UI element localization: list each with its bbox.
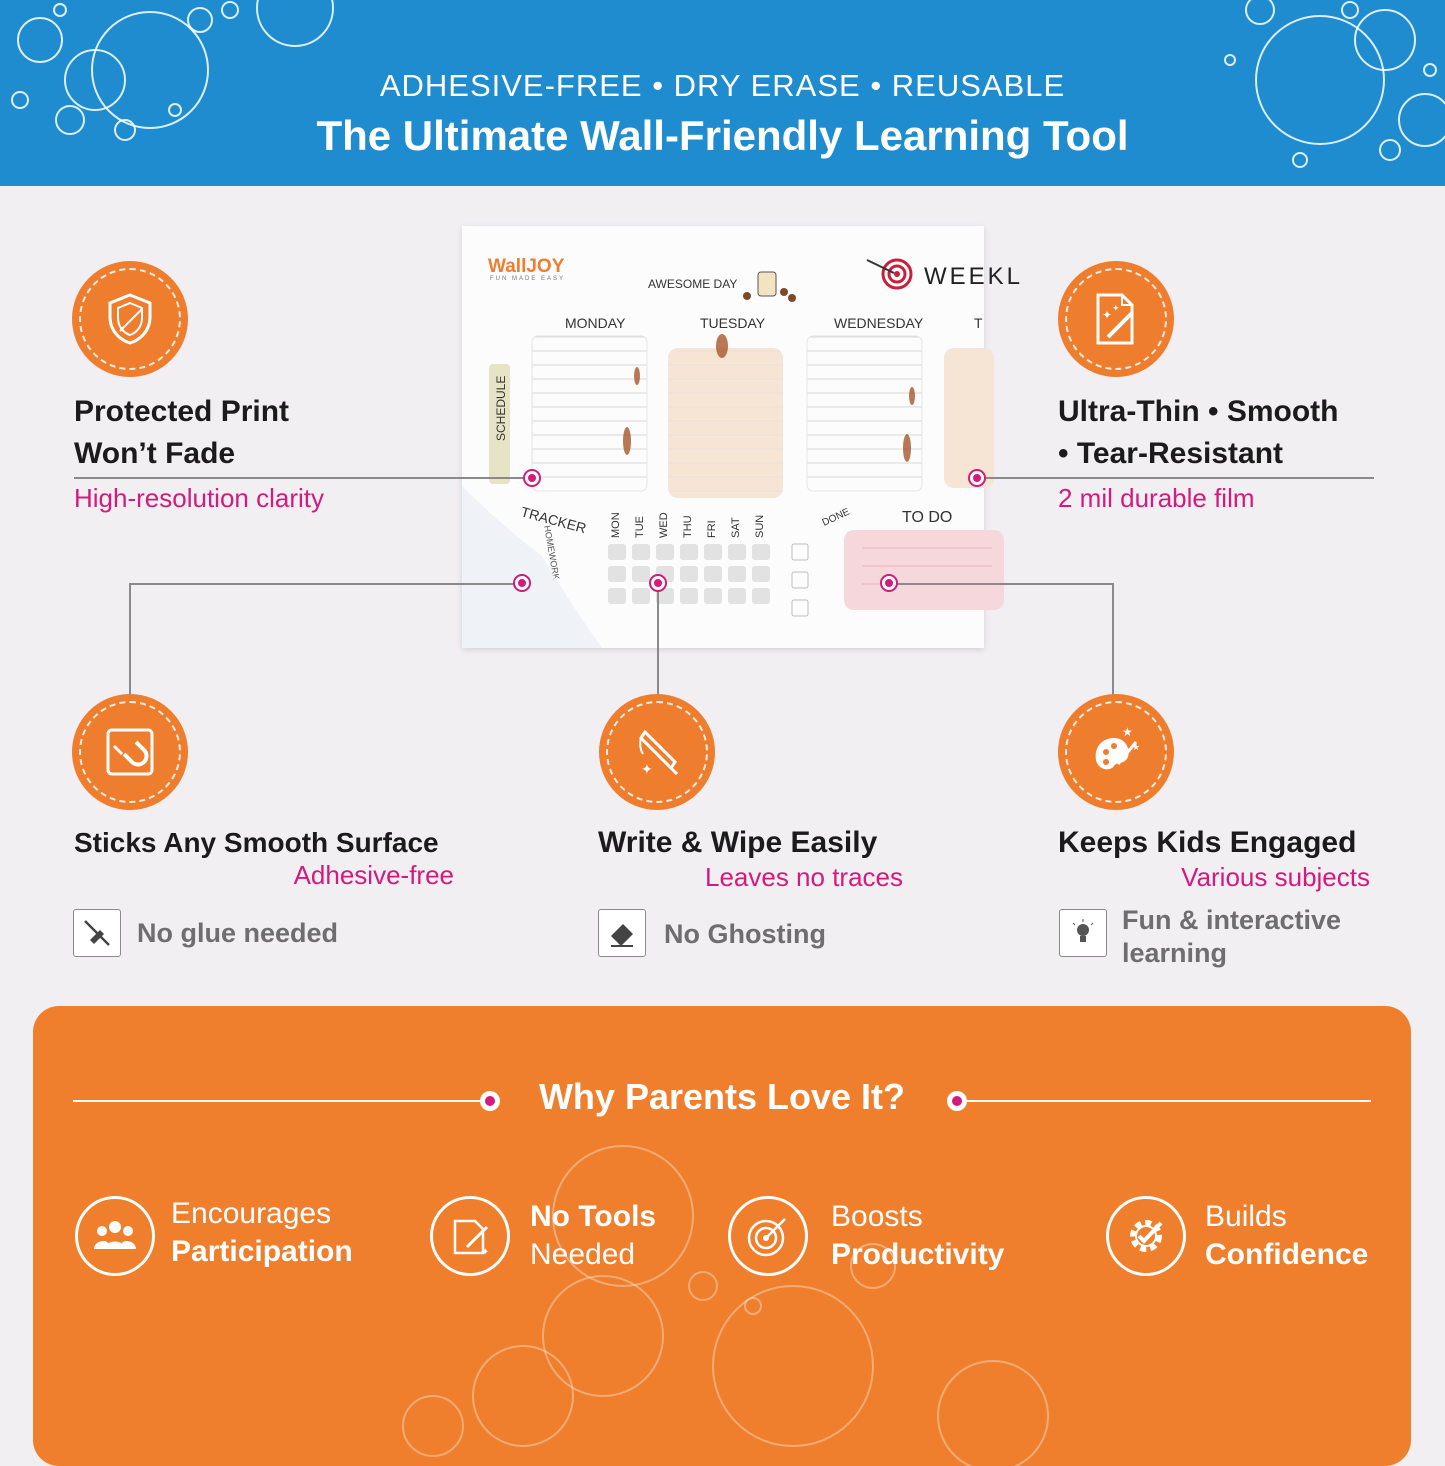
no-glue-icon-box xyxy=(73,909,121,957)
benefit-productivity-line2: Productivity xyxy=(831,1238,1005,1271)
planner-done: DONE xyxy=(820,506,852,529)
planner-day-tuesday: TUESDAY xyxy=(700,315,766,331)
protected-print-title-line2: Won’t Fade xyxy=(74,437,236,470)
connector-engaged-v xyxy=(1112,583,1114,697)
planner-weekday-5: SAT xyxy=(730,517,742,538)
planner-weekday-3: THU xyxy=(682,515,694,538)
write-subtitle: Leaves no traces xyxy=(704,862,903,892)
planner-brand: WallJOY xyxy=(488,256,565,277)
planner-weekly: WEEKL xyxy=(924,263,1024,290)
connector-dot-sticks xyxy=(513,574,531,592)
benefit-no-tools-line2: Needed xyxy=(530,1238,636,1271)
planner-day-monday: MONDAY xyxy=(565,315,626,331)
why-parents-heading: Why Parents Love It? xyxy=(538,1076,906,1117)
benefit-participation-line2: Participation xyxy=(171,1235,353,1268)
eraser-icon-box xyxy=(598,909,646,957)
connector-protected xyxy=(74,477,532,479)
banner-headline: The Ultimate Wall-Friendly Learning Tool xyxy=(316,112,1129,159)
benefit-no-tools-line1: No Tools xyxy=(530,1200,657,1233)
document-wand-icon xyxy=(1088,291,1144,347)
ultrathin-badge xyxy=(1058,261,1174,377)
planner-tracker: TRACKER xyxy=(519,503,588,537)
benefit-participation-text xyxy=(171,1195,353,1271)
ultrathin-title-line2: • Tear-Resistant xyxy=(1058,437,1284,470)
protected-print-subtitle: High-resolution clarity xyxy=(74,483,324,513)
connector-dot-protected xyxy=(523,469,541,487)
svg-text:✦: ✦ xyxy=(641,761,653,777)
write-note: No Ghosting xyxy=(664,919,826,949)
planner-weekday-1: TUE xyxy=(634,516,646,538)
target-sticker-icon xyxy=(867,260,911,288)
benefit-productivity-text xyxy=(831,1198,1004,1274)
top-banner xyxy=(0,0,1445,186)
planner-day-wednesday: WEDNESDAY xyxy=(834,315,924,331)
benefit-participation-icon-circle xyxy=(75,1196,155,1276)
planner-awesome-day: AWESOME DAY xyxy=(648,277,738,291)
svg-text:✦: ✦ xyxy=(481,1247,490,1258)
protected-print-title-line1: Protected Print xyxy=(74,395,290,428)
planner-weekday-4: FRI xyxy=(706,520,718,538)
svg-text:✦: ✦ xyxy=(1102,308,1113,322)
no-glue-icon xyxy=(82,918,112,948)
planner-weekday-0: MON xyxy=(610,512,622,538)
benefit-productivity-icon-circle xyxy=(728,1196,808,1276)
benefit-confidence-line2: Confidence xyxy=(1205,1238,1369,1271)
connector-dot-ultrathin xyxy=(968,469,986,487)
coffee-sticker-icon xyxy=(743,272,796,302)
heading-dot-right xyxy=(947,1091,967,1111)
shield-icon xyxy=(102,291,158,347)
benefit-no-tools-text xyxy=(530,1198,656,1274)
no-tools-icon xyxy=(447,1213,493,1259)
protected-print-title xyxy=(74,391,289,475)
planner-weekday-2: WED xyxy=(658,512,670,538)
svg-text:★: ★ xyxy=(1122,725,1133,739)
benefit-productivity-line1: Boosts xyxy=(831,1200,923,1233)
engaged-note-line1: Fun & interactive xyxy=(1122,905,1342,935)
target-icon xyxy=(745,1213,791,1259)
palette-icon xyxy=(1088,724,1144,780)
pen-sparkle-icon xyxy=(629,724,685,780)
benefit-no-tools-icon-circle xyxy=(430,1196,510,1276)
ultrathin-title-line1: Ultra-Thin • Smooth xyxy=(1058,395,1339,428)
engaged-subtitle: Various subjects xyxy=(1181,862,1370,892)
heading-line-right xyxy=(966,1100,1371,1102)
ultrathin-title xyxy=(1058,391,1338,475)
eraser-icon xyxy=(607,918,637,948)
protected-print-badge xyxy=(72,261,188,377)
planner-homework: HOMEWORK xyxy=(542,524,562,581)
svg-text:✦: ✦ xyxy=(1112,303,1120,313)
connector-sticks-v xyxy=(129,583,131,697)
benefit-participation-line1: Encourages xyxy=(171,1197,332,1230)
banner-tagline: ADHESIVE-FREE • DRY ERASE • REUSABLE xyxy=(379,68,1066,103)
connector-write-v xyxy=(657,588,659,696)
planner-brand-tag: FUN MADE EASY xyxy=(490,276,566,282)
magnet-icon xyxy=(102,724,158,780)
write-title: Write & Wipe Easily xyxy=(598,826,878,859)
connector-dot-engaged xyxy=(880,574,898,592)
engaged-badge xyxy=(1058,694,1174,810)
write-badge xyxy=(599,694,715,810)
connector-dot-write xyxy=(649,574,667,592)
ultrathin-subtitle: 2 mil durable film xyxy=(1058,483,1255,513)
svg-text:★: ★ xyxy=(1132,742,1141,752)
engaged-note xyxy=(1122,904,1341,970)
planner-day-thursday: T xyxy=(974,315,983,331)
sticks-subtitle: Adhesive-free xyxy=(293,860,454,890)
planner-schedule: SCHEDULE xyxy=(494,375,508,441)
people-icon xyxy=(92,1213,138,1259)
panel-bubbles-decoration xyxy=(373,1146,1093,1446)
lightbulb-icon xyxy=(1068,918,1098,948)
engaged-note-line2: learning xyxy=(1122,938,1228,968)
connector-engaged-h xyxy=(890,583,1114,585)
why-parents-panel xyxy=(33,1006,1411,1466)
sticks-title: Sticks Any Smooth Surface xyxy=(74,827,439,858)
benefit-confidence-line1: Builds xyxy=(1205,1200,1287,1233)
benefit-confidence-text xyxy=(1205,1198,1368,1274)
connector-ultrathin xyxy=(980,477,1374,479)
benefit-confidence-icon-circle xyxy=(1106,1196,1186,1276)
planner-weekday-6: SUN xyxy=(754,514,766,538)
sticks-badge xyxy=(72,694,188,810)
connector-sticks-h xyxy=(130,583,523,585)
gear-check-icon xyxy=(1123,1213,1169,1259)
engaged-title: Keeps Kids Engaged xyxy=(1058,826,1357,859)
lightbulb-icon-box xyxy=(1059,909,1107,957)
sticks-note: No glue needed xyxy=(137,918,339,948)
planner-todo: TO DO xyxy=(902,509,953,526)
